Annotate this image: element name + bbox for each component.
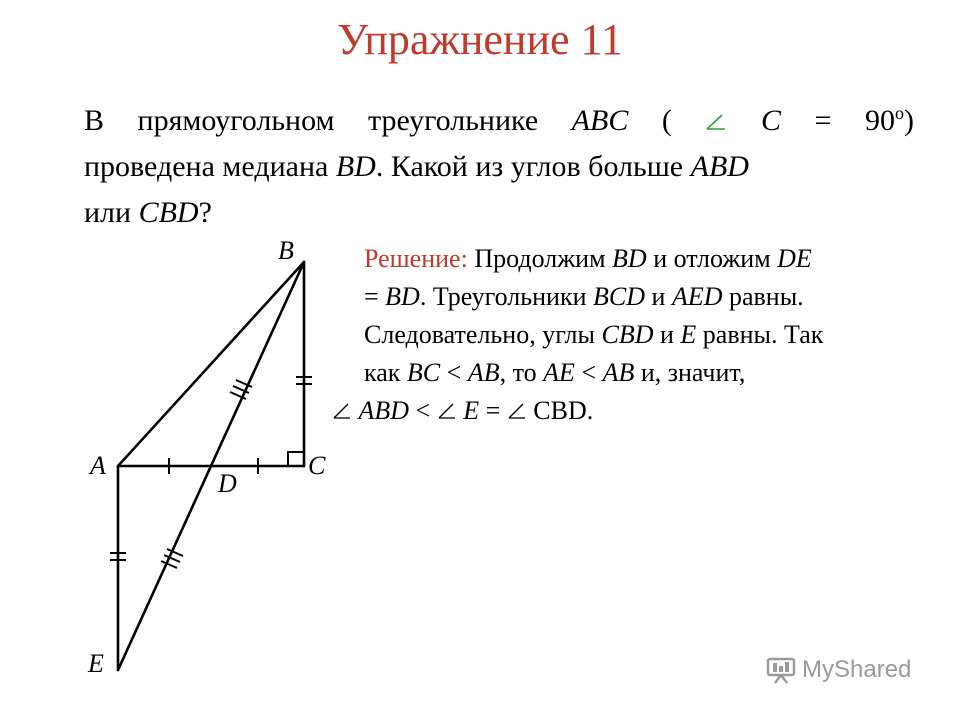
solution-lead: Решение: [364,244,475,273]
label-b: B [278,236,294,265]
label-e: E [88,649,104,678]
projector-screen-icon [766,656,796,684]
problem-statement [84,90,914,236]
slide-title: Упражнение 11 [337,15,623,64]
problem-line-2: проведена медиана BD. Какой из углов больше ABD [84,150,749,183]
problem-line-3: или CBD? [84,196,212,229]
segment-ab [118,262,304,466]
angle-icon [507,402,527,420]
solution-line-3: Следовательно, углы CBD и E равны. Так [364,320,824,349]
solution-text [358,240,934,430]
label-d: D [218,469,237,498]
label-a: A [90,451,106,480]
right-angle-mark [288,452,304,466]
angle-icon [437,402,457,420]
solution-line-2: = BD. Треугольники BCD и AED равны. [364,282,804,311]
tick-de-1 [161,561,177,568]
geometry-figure [80,230,360,680]
solution-line-1: Решение: Продолжим BD и отложим DE [364,244,812,273]
solution-line-5: ABD < E = CBD. [332,392,934,430]
label-c: C [308,451,326,480]
solution-line-4: как BC < AB, то AE < AB и, значит, [364,358,746,387]
problem-line-1: В прямоугольном треугольнике ABC ( $C = 90^о$) [84,103,915,137]
watermark-text: MyShared [802,656,912,683]
angle-icon [705,113,727,131]
watermark-logo [766,656,911,684]
